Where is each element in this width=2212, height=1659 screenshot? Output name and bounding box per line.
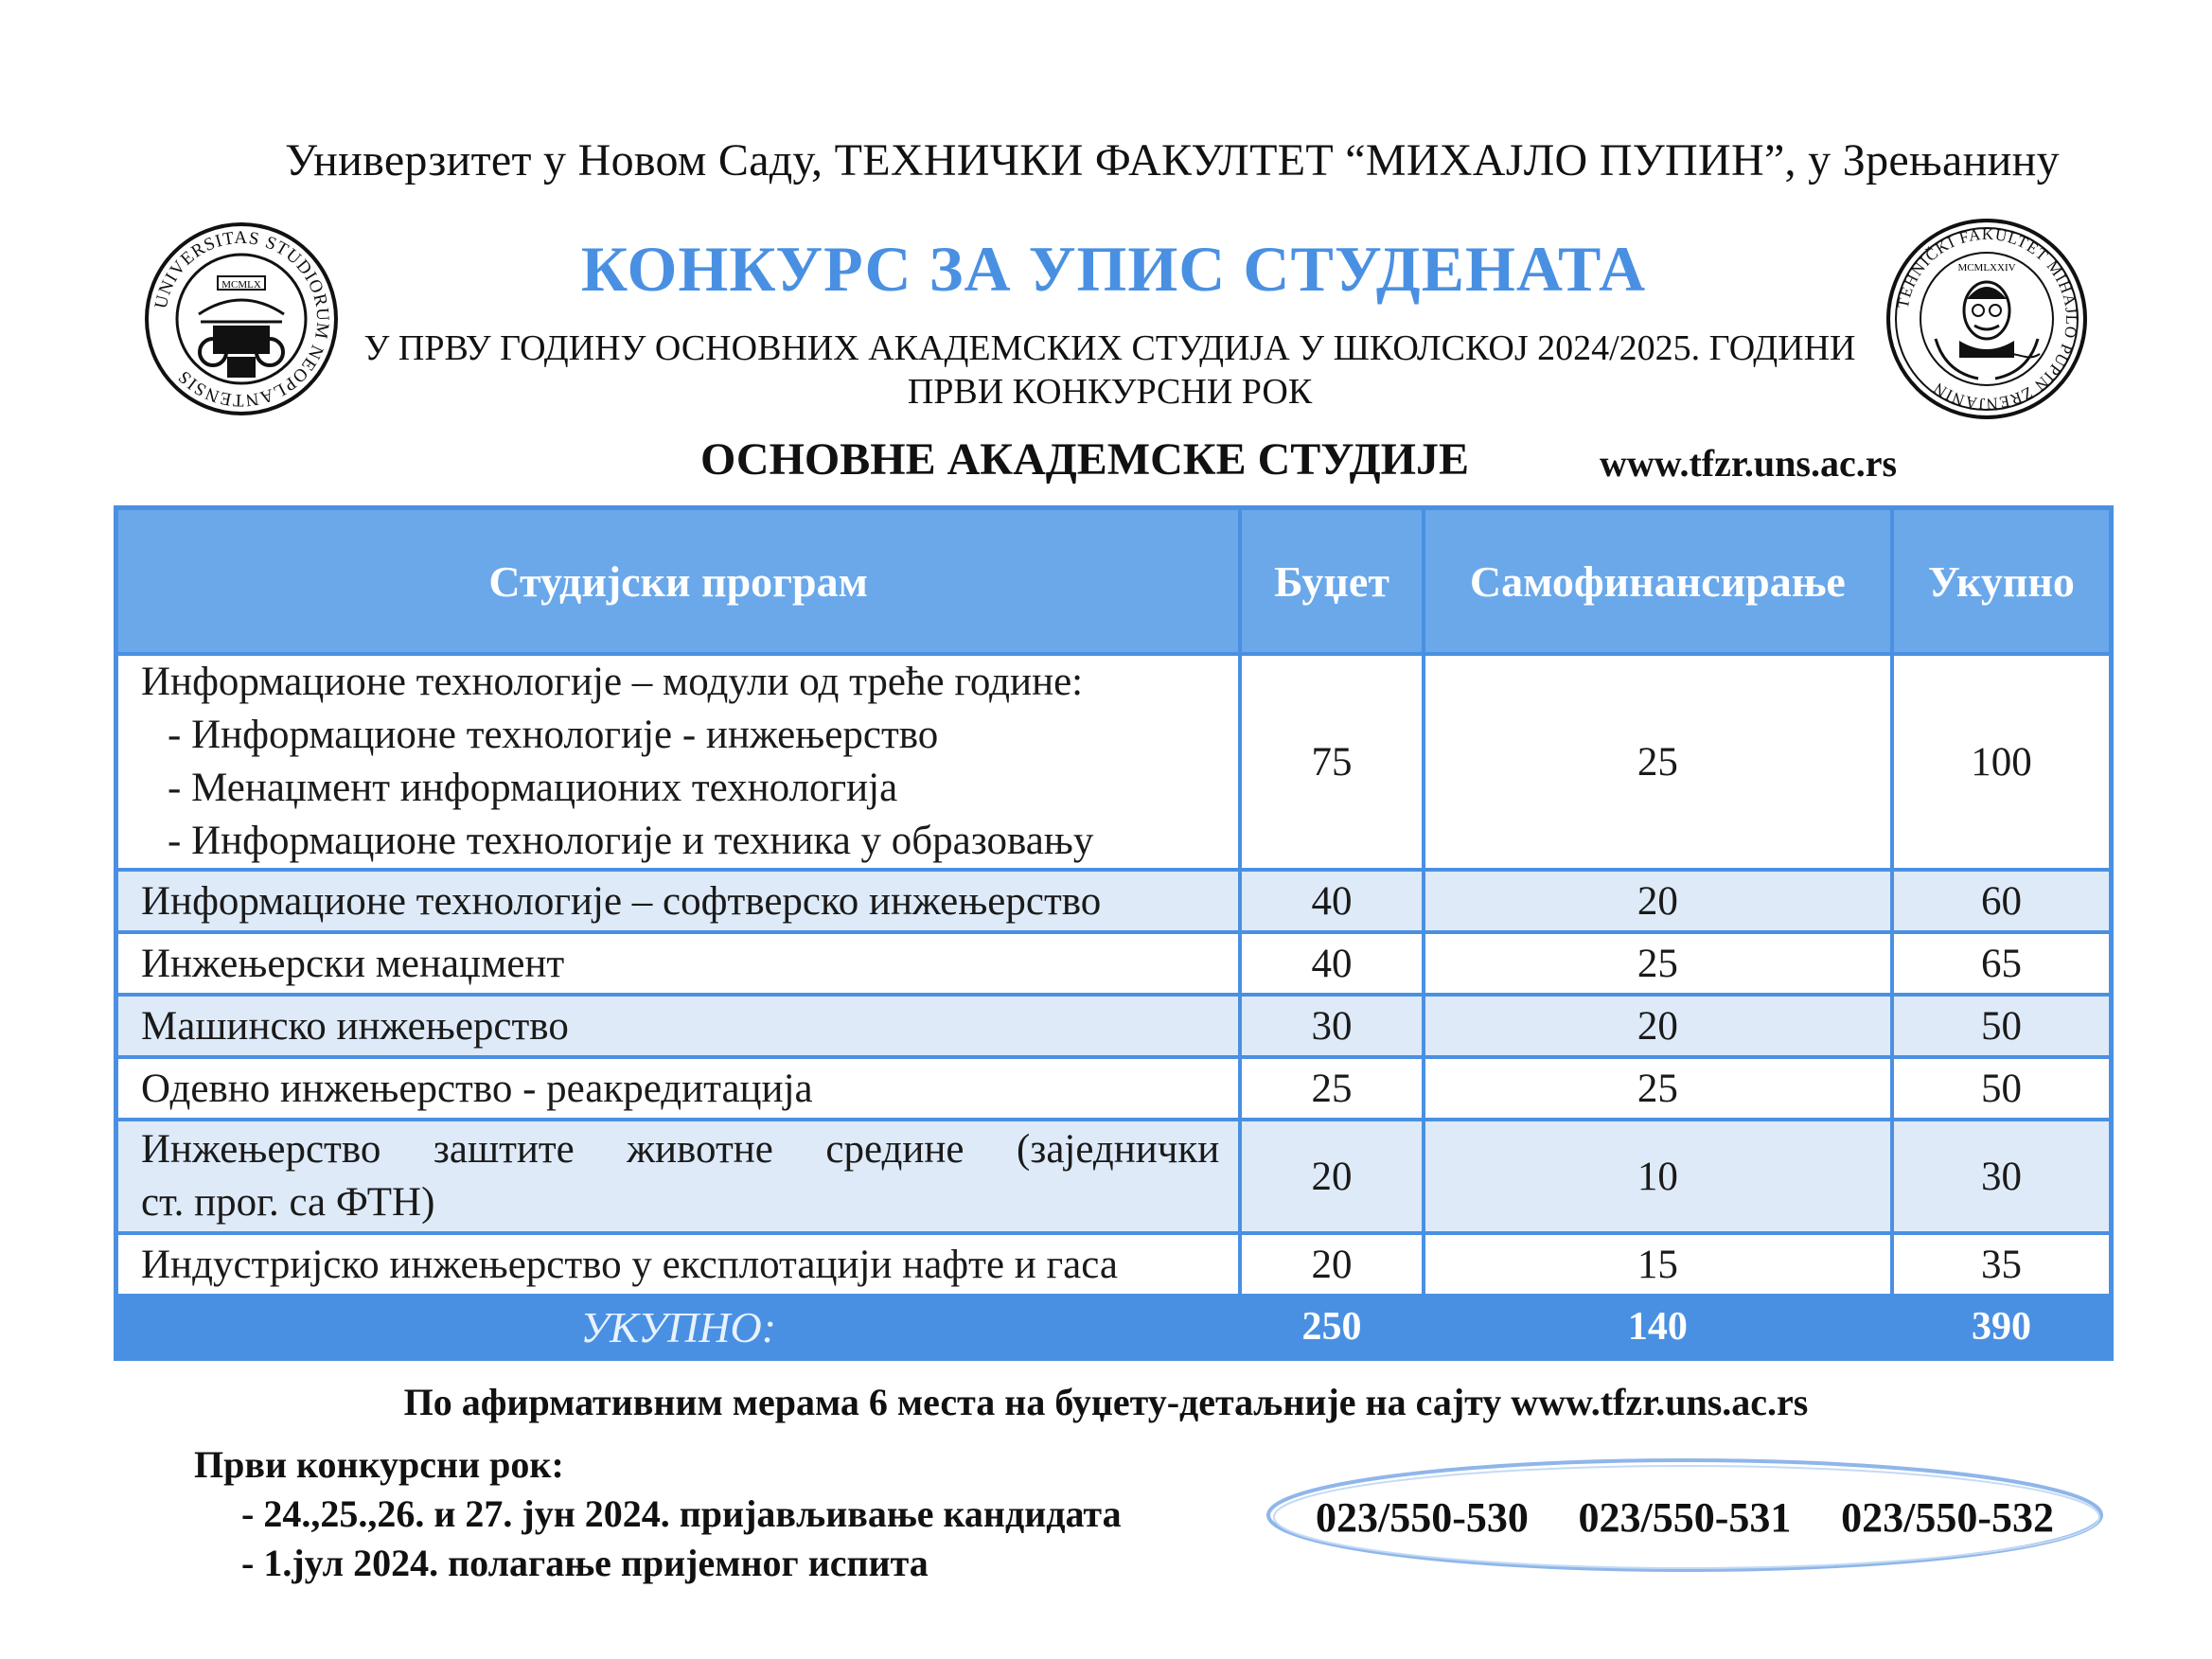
table-row [116,1120,2112,1233]
program-cell: Машинско инжењерство [116,995,1241,1057]
program-line: ст. прог. са ФТН) [141,1180,435,1225]
header-self-financing: Самофинансирање [1424,508,1892,655]
totals-row [116,1296,2112,1359]
total-cell: 100 [1892,654,2112,870]
subtitle-line-1: У ПРВУ ГОДИНУ ОСНОВНИХ АКАДЕМСКИХ СТУДИЈА У ШКОЛСКОЈ 2024/2025. ГОДИНИ [363,328,1856,368]
total-cell: 50 [1892,1057,2112,1120]
header-budget: Буџет [1240,508,1423,655]
phone-number[interactable]: 023/550-530 [1316,1494,1529,1541]
total-cell: 35 [1892,1233,2112,1296]
program-cell: Информационе технологије – софтверско инжењерство [116,870,1241,932]
table-header-row [116,508,2112,655]
phone-numbers [1316,1493,2054,1542]
deadline-item: - 24.,25.,26. и 27. јун 2024. пријављивање кандидата [241,1492,1122,1535]
header-program: Студијски програм [116,508,1241,655]
title-text: КОНКУРС ЗА УПИС СТУДЕНАТА [580,233,1647,305]
self-financing-cell: 25 [1424,932,1892,995]
budget-cell: 25 [1240,1057,1423,1120]
website-link[interactable]: www.tfzr.uns.ac.rs [1600,442,1898,485]
module-line: - Информационе технологије - инжењерство [168,713,939,757]
phone-number[interactable]: 023/550-531 [1578,1494,1792,1541]
program-cell: Индустријско инжењерство у експлотацији нафте и гаса [116,1233,1241,1296]
budget-cell: 40 [1240,870,1423,932]
total-cell: 50 [1892,995,2112,1057]
seal-right-text: TEHNIČKI FAKULTET MIHAJLO PUPIN ZRENJANIN [1893,224,2081,414]
deadline-block [194,1440,1122,1588]
totals-total: 390 [1892,1296,2112,1359]
program-cell: Инжењерски менаџмент [116,932,1241,995]
budget-cell: 75 [1240,654,1423,870]
total-cell: 65 [1892,932,2112,995]
module-line: - Информационе технологије и техника у образовању [168,819,1094,863]
deadline-item: - 1.јул 2024. полагање пријемног испита [241,1542,929,1584]
university-line [0,134,2212,186]
budget-cell: 20 [1240,1120,1423,1233]
page-title [0,232,2212,307]
table-row [116,1233,2112,1296]
self-financing-cell: 15 [1424,1233,1892,1296]
totals-label: УКУПНО: [116,1296,1241,1359]
budget-cell: 40 [1240,932,1423,995]
seal-left-text: UNIVERSITAS STUDIORUM NEOPLANTENSIS [150,227,333,411]
quota-table [114,505,2114,1361]
self-financing-cell: 20 [1424,995,1892,1057]
subtitle-block [0,327,2212,414]
header-total: Укупно [1892,508,2112,655]
total-cell: 30 [1892,1120,2112,1233]
module-line: - Менаџмент информационих технологија [168,766,898,810]
budget-cell: 30 [1240,995,1423,1057]
affirmative-measures-note: По афирмативним мерама 6 места на буџету-детаљније на сајту www.tfzr.uns.ac.rs [403,1381,1809,1423]
totals-budget: 250 [1240,1296,1423,1359]
deadline-title: Први конкурсни рок: [194,1443,564,1486]
table-row [116,995,2112,1057]
program-cell: Одевно инжењерство - реакредитација [116,1057,1241,1120]
section-title: ОСНОВНЕ АКАДЕМСКЕ СТУДИЈЕ [700,434,1470,485]
program-cell [116,1120,1241,1233]
seal-left-year: MCMLX [221,279,261,291]
table-row [116,1057,2112,1120]
budget-cell: 20 [1240,1233,1423,1296]
totals-self-financing: 140 [1424,1296,1892,1359]
phone-number[interactable]: 023/550-532 [1841,1494,2054,1541]
total-cell: 60 [1892,870,2112,932]
self-financing-cell: 25 [1424,1057,1892,1120]
table-row [116,654,2112,870]
subtitle-line-2: ПРВИ КОНКУРСНИ РОК [907,372,1313,412]
program-line: Информационе технологије – модули од треће године: [141,660,1084,704]
table-row [116,870,2112,932]
program-line: Инжењерство заштите животне средине (заједнички [141,1127,1220,1172]
seal-right-year: MCMLXXIV [1957,262,2016,274]
self-financing-cell: 10 [1424,1120,1892,1233]
university-text: Универзитет у Новом Саду, ТЕХНИЧКИ ФАКУЛТЕТ “МИХАЈЛО ПУПИН”, у Зрењанину [285,135,2060,185]
self-financing-cell: 25 [1424,654,1892,870]
self-financing-cell: 20 [1424,870,1892,932]
program-cell [116,654,1241,870]
table-row [116,932,2112,995]
